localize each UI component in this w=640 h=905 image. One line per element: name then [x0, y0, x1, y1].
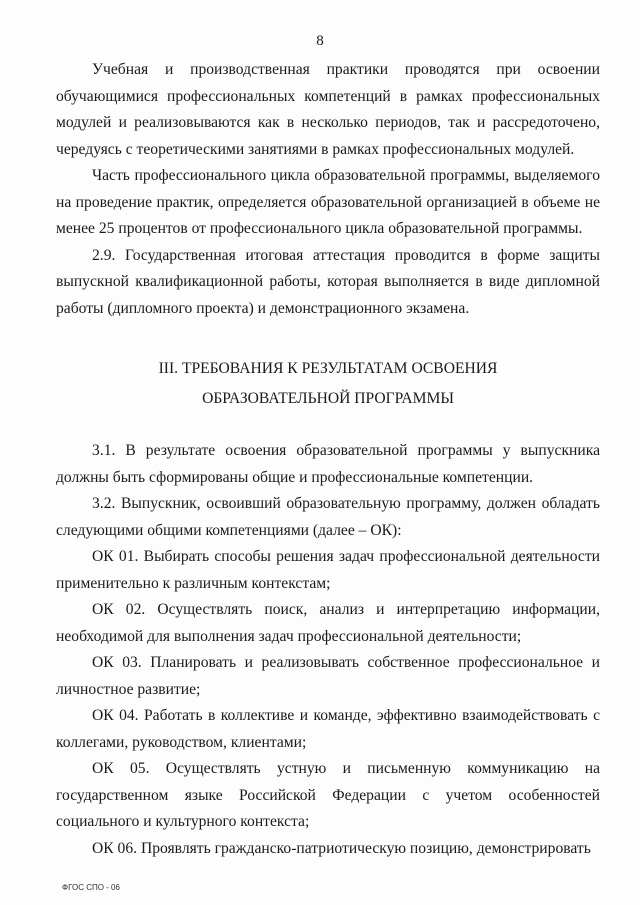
- competency-ok-04: ОК 04. Работать в коллективе и команде, эффективно взаимодействовать с коллегами, руководством, клиентами;: [56, 707, 600, 751]
- paragraph-practices: Учебная и производственная практики проводятся при освоении обучающимися профессиональных компетенций в рамках профессиональных модулей и реализовываются как в несколько периодов, так и рассредоточено, чередуясь с теоретическими занятиями в рамках профессиональных модулей.: [56, 61, 600, 158]
- competency-ok-02: ОК 02. Осуществлять поиск, анализ и интерпретацию информации, необходимой для выполнения задач профессиональной деятельности;: [56, 601, 600, 645]
- paragraph-2-9: 2.9. Государственная итоговая аттестация проводится в форме защиты выпускной квалификационной работы, которая выполняется в виде дипломной работы (дипломного проекта) и демонстрационного экзамена.: [56, 246, 600, 317]
- page-number: 8: [316, 33, 324, 49]
- paragraph-3-1: 3.1. В результате освоения образовательной программы у выпускника должны быть сформированы общие и профессиональные компетенции.: [56, 442, 600, 486]
- section-heading: [56, 354, 600, 414]
- section-heading-line-1: III. ТРЕБОВАНИЯ К РЕЗУЛЬТАТАМ ОСВОЕНИЯ: [158, 360, 498, 377]
- page-body: [56, 57, 600, 862]
- competency-ok-06: ОК 06. Проявлять гражданско-патриотическую позицию, демонстрировать: [92, 839, 591, 857]
- footer-label: ФГОС СПО - 06: [62, 883, 120, 892]
- competency-ok-01: ОК 01. Выбирать способы решения задач профессиональной деятельности применительно к различным контекстам;: [56, 548, 600, 592]
- section-heading-line-2: ОБРАЗОВАТЕЛЬНОЙ ПРОГРАММЫ: [202, 390, 454, 407]
- competency-ok-03: ОК 03. Планировать и реализовывать собственное профессиональное и личностное развитие;: [56, 654, 600, 698]
- competency-ok-05: ОК 05. Осуществлять устную и письменную коммуникацию на государственном языке Российской Федерации с учетом особенностей социального и культурного контекста;: [56, 760, 600, 830]
- paragraph-practice-share: Часть профессионального цикла образовательной программы, выделяемого на проведение практик, определяется образовательной организацией в объеме не менее 25 процентов от профессионального цикла образовательной программы.: [56, 167, 600, 237]
- paragraph-3-2: 3.2. Выпускник, освоивший образовательную программу, должен обладать следующими общими компетенциями (далее – ОК):: [56, 495, 600, 539]
